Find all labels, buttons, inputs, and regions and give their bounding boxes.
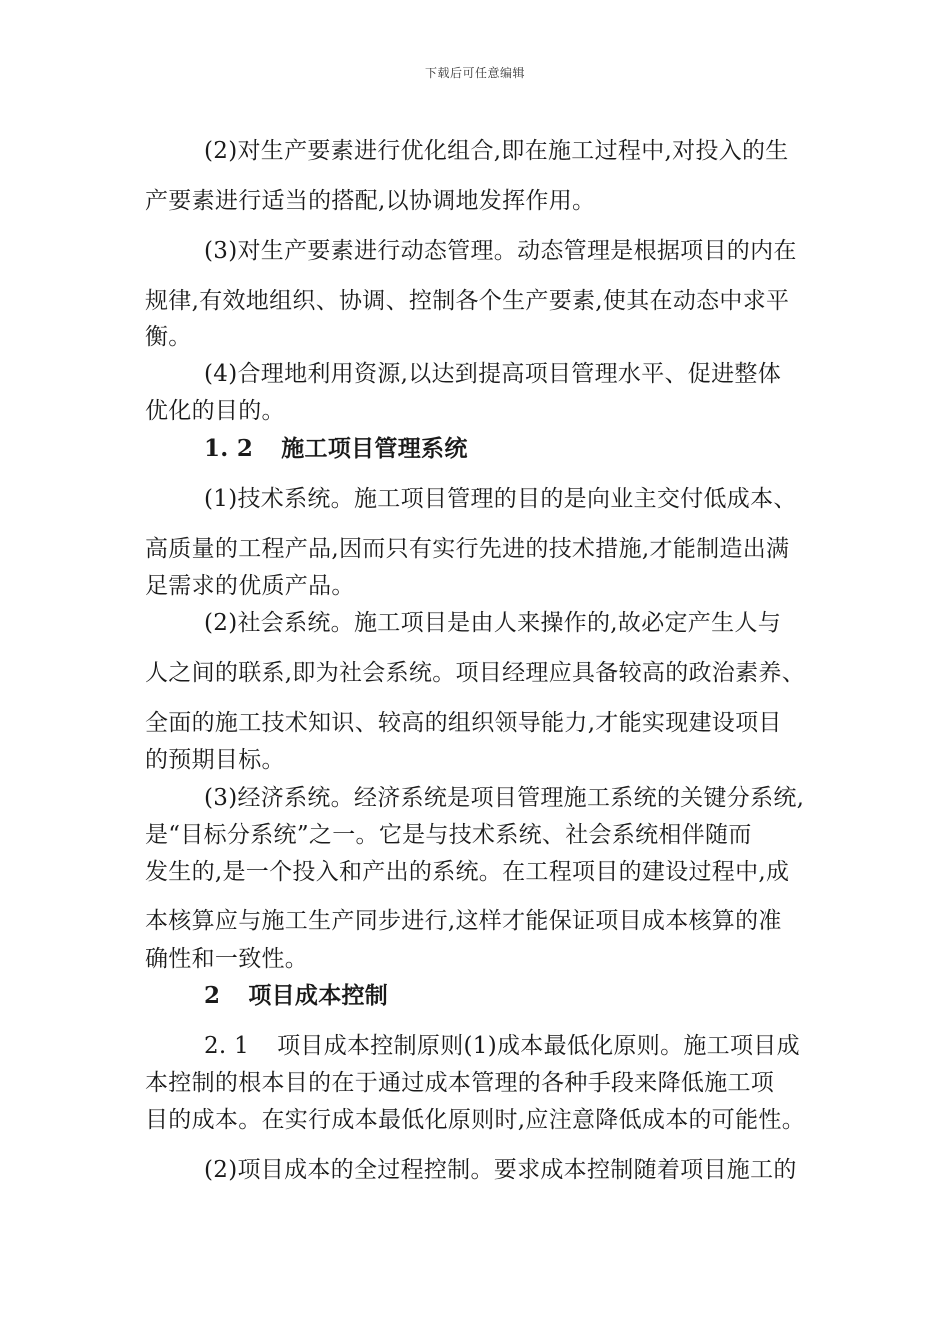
paragraph-line: 发生的,是一个投入和产出的系统。在工程项目的建设过程中,成 xyxy=(145,859,790,885)
paragraph-line: 确性和一致性。 xyxy=(145,946,309,972)
section-number: 2 xyxy=(204,982,221,1009)
paragraph-line: (4)合理地利用资源,以达到提高项目管理水平、促进整体 xyxy=(204,361,781,387)
paragraph-line: 人之间的联系,即为社会系统。项目经理应具备较高的政治素养、 xyxy=(145,660,806,686)
section-title: 施工项目管理系统 xyxy=(281,435,468,462)
paragraph-line: 是“目标分系统”之一。它是与技术系统、社会系统相伴随而 xyxy=(145,822,752,848)
paragraph-line: (3)经济系统。经济系统是项目管理施工系统的关键分系统, xyxy=(204,785,805,811)
paragraph-line: (2)对生产要素进行优化组合,即在施工过程中,对投入的生 xyxy=(204,138,789,164)
paragraph-line: (1)技术系统。施工项目管理的目的是向业主交付低成本、 xyxy=(204,486,797,512)
paragraph-line: 优化的目的。 xyxy=(145,398,285,424)
paragraph-line: 衡。 xyxy=(145,324,192,350)
paragraph-line: 的预期目标。 xyxy=(145,747,285,773)
paragraph-line: 足需求的优质产品。 xyxy=(145,573,355,599)
paragraph-line: 高质量的工程产品,因而只有实行先进的技术措施,才能制造出满 xyxy=(145,536,790,562)
subsection-number: 2. 1 xyxy=(204,1033,250,1059)
paragraph-line: 本控制的根本目的在于通过成本管理的各种手段来降低施工项 xyxy=(145,1070,775,1096)
paragraph-line: 本核算应与施工生产同步进行,这样才能保证项目成本核算的准 xyxy=(145,908,782,934)
paragraph-line: 产要素进行适当的搭配,以协调地发挥作用。 xyxy=(145,188,596,214)
paragraph-line xyxy=(204,1031,800,1061)
paragraph-text: 项目成本控制原则(1)成本最低化原则。施工项目成 xyxy=(277,1033,800,1059)
paragraph-line: 目的成本。在实行成本最低化原则时,应注意降低成本的可能性。 xyxy=(145,1107,806,1133)
section-heading xyxy=(204,434,468,464)
paragraph-line: (2)社会系统。施工项目是由人来操作的,故必定产生人与 xyxy=(204,610,781,636)
paragraph-line: 规律,有效地组织、协调、控制各个生产要素,使其在动态中求平 xyxy=(145,288,790,314)
section-heading xyxy=(204,981,388,1011)
paragraph-line: (2)项目成本的全过程控制。要求成本控制随着项目施工的 xyxy=(204,1157,797,1183)
section-title: 项目成本控制 xyxy=(248,982,389,1009)
paragraph-line: (3)对生产要素进行动态管理。动态管理是根据项目的内在 xyxy=(204,238,797,264)
paragraph-line: 全面的施工技术知识、较高的组织领导能力,才能实现建设项目 xyxy=(145,710,782,736)
section-number: 1. 2 xyxy=(204,435,254,462)
page-header: 下载后可任意编辑 xyxy=(424,66,525,80)
